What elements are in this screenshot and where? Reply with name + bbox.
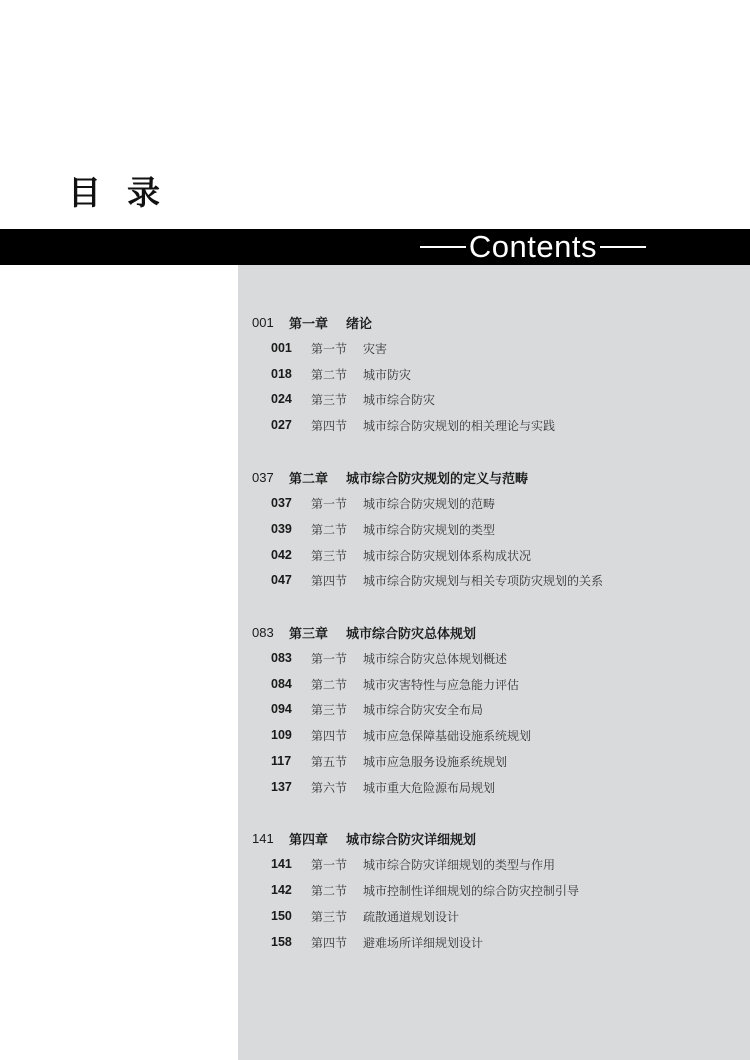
chapter-number: 第四章 (289, 832, 329, 848)
chapter-page-number: 037 (252, 469, 274, 485)
section-page-number: 018 (271, 367, 292, 381)
section-title: 城市综合防灾规划与相关专项防灾规划的关系 (363, 573, 604, 588)
section-row[interactable] (271, 338, 387, 358)
section-row[interactable] (271, 389, 435, 409)
section-title: 城市综合防灾规划的类型 (363, 522, 496, 537)
section-title: 城市综合防灾规划的范畴 (363, 496, 496, 511)
section-number: 第二节 (311, 522, 348, 537)
section-number: 第三节 (311, 909, 348, 924)
section-number: 第三节 (311, 702, 348, 717)
section-page-number: 142 (271, 883, 292, 897)
chapter-number: 第二章 (289, 471, 329, 487)
section-row[interactable] (271, 854, 555, 874)
chapter-page-number: 083 (252, 624, 274, 640)
section-title: 城市应急服务设施系统规划 (363, 754, 508, 769)
section-title: 城市灾害特性与应急能力评估 (363, 677, 520, 692)
chapter-number: 第一章 (289, 316, 329, 332)
section-row[interactable] (271, 570, 603, 590)
section-number: 第二节 (311, 677, 348, 692)
section-title: 城市防灾 (363, 367, 412, 382)
section-number: 第五节 (311, 754, 348, 769)
section-number: 第二节 (311, 883, 348, 898)
section-row[interactable] (271, 674, 519, 694)
section-title: 城市应急保障基础设施系统规划 (363, 728, 532, 743)
section-row[interactable] (271, 725, 531, 745)
section-page-number: 083 (271, 651, 292, 665)
section-page-number: 094 (271, 702, 292, 716)
section-number: 第三节 (311, 548, 348, 563)
section-title: 城市综合防灾详细规划的类型与作用 (363, 857, 556, 872)
section-page-number: 001 (271, 341, 292, 355)
section-title: 城市综合防灾 (363, 392, 436, 407)
chapter-title: 城市综合防灾总体规划 (346, 626, 477, 642)
section-number: 第四节 (311, 418, 348, 433)
chapter-page-number: 141 (252, 830, 274, 846)
section-title: 城市综合防灾规划的相关理论与实践 (363, 418, 556, 433)
chapter-title: 城市综合防灾规划的定义与范畴 (346, 471, 529, 487)
section-title: 城市综合防灾规划体系构成状况 (363, 548, 532, 563)
section-page-number: 137 (271, 780, 292, 794)
chapter-title: 绪论 (346, 316, 373, 332)
section-page-number: 027 (271, 418, 292, 432)
section-title: 灾害 (363, 341, 388, 356)
section-page-number: 042 (271, 548, 292, 562)
chapter-row[interactable] (252, 828, 476, 848)
chapter-row[interactable] (252, 622, 476, 642)
section-number: 第三节 (311, 392, 348, 407)
section-number: 第二节 (311, 367, 348, 382)
section-row[interactable] (271, 415, 555, 435)
chapter-page-number: 001 (252, 314, 274, 330)
section-row[interactable] (271, 493, 495, 513)
section-page-number: 047 (271, 573, 292, 587)
section-title: 避难场所详细规划设计 (363, 935, 484, 950)
section-number: 第四节 (311, 573, 348, 588)
chapter-row[interactable] (252, 467, 528, 487)
section-page-number: 158 (271, 935, 292, 949)
section-number: 第一节 (311, 857, 348, 872)
page-title: 目录 (68, 173, 186, 212)
contents-word: Contents (468, 229, 597, 264)
chapter-title: 城市综合防灾详细规划 (346, 832, 477, 848)
section-row[interactable] (271, 519, 495, 539)
section-row[interactable] (271, 880, 579, 900)
section-row[interactable] (271, 364, 411, 384)
section-title: 疏散通道规划设计 (363, 909, 460, 924)
section-title: 城市重大危险源布局规划 (363, 780, 496, 795)
section-row[interactable] (271, 751, 507, 771)
section-title: 城市控制性详细规划的综合防灾控制引导 (363, 883, 580, 898)
section-page-number: 084 (271, 677, 292, 691)
section-number: 第一节 (311, 496, 348, 511)
section-title: 城市综合防灾总体规划概述 (363, 651, 508, 666)
section-page-number: 039 (271, 522, 292, 536)
section-row[interactable] (271, 906, 459, 926)
section-title: 城市综合防灾安全布局 (363, 702, 484, 717)
section-number: 第四节 (311, 935, 348, 950)
section-page-number: 150 (271, 909, 292, 923)
section-row[interactable] (271, 932, 483, 952)
chapter-row[interactable] (252, 312, 372, 332)
section-page-number: 024 (271, 392, 292, 406)
chapter-number: 第三章 (289, 626, 329, 642)
section-page-number: 109 (271, 728, 292, 742)
section-page-number: 141 (271, 857, 292, 871)
section-page-number: 117 (271, 754, 292, 768)
section-number: 第一节 (311, 651, 348, 666)
section-number: 第四节 (311, 728, 348, 743)
section-row[interactable] (271, 777, 495, 797)
section-page-number: 037 (271, 496, 292, 510)
section-row[interactable] (271, 648, 507, 668)
section-number: 第一节 (311, 341, 348, 356)
section-row[interactable] (271, 699, 483, 719)
section-row[interactable] (271, 545, 531, 565)
section-number: 第六节 (311, 780, 348, 795)
